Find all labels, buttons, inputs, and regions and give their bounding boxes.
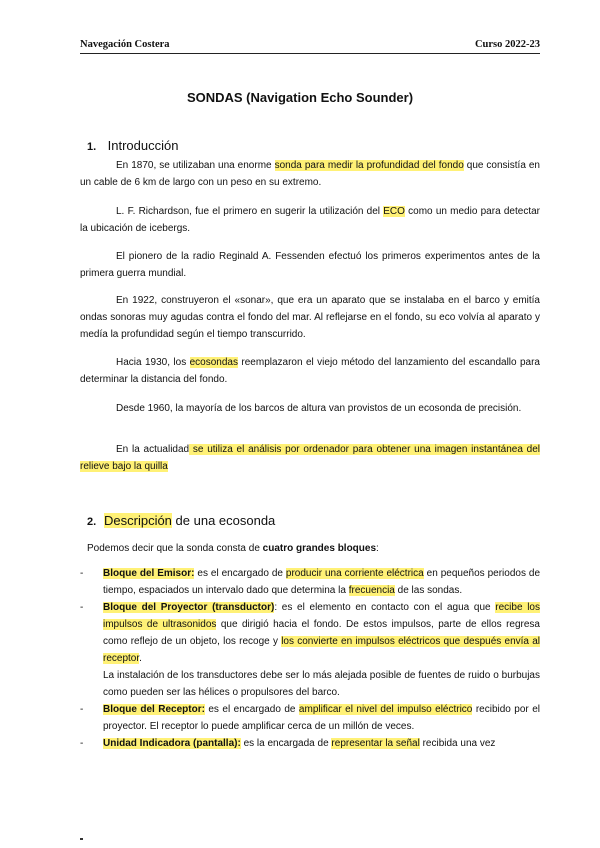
text-span: es el encargado de (194, 568, 286, 579)
highlight: amplificar el nivel del impulso eléctrico (298, 704, 473, 715)
highlight: ECO (383, 206, 405, 217)
text-span: reemplazaron el viejo método del lanzamiento del escandallo para determinar la distancia del fondo. (80, 357, 540, 385)
intro-paragraph-actualidad (80, 441, 540, 475)
header-course-name: Navegación Costera (80, 39, 170, 50)
list-dash: - (80, 602, 84, 613)
section-2-number: 2. (87, 516, 97, 528)
text-span: En 1922, construyeron el «sonar», que era un aparato que se instalaba en el barco y emitía ondas sonoras muy agudas contra el fondo del mar. Al reflejarse en el fondo, su eco volvía al aparato y medía la profundidad según el tiempo transcurrido. (80, 295, 540, 340)
text-span: : es el elemento en contacto con el agua que (274, 602, 496, 613)
intro-paragraph-fessenden (80, 248, 540, 282)
blocks-list (80, 565, 540, 752)
list-item-proyector (80, 599, 540, 701)
highlight: se utiliza el análisis por ordenador para obtener una imagen instantánea del relieve bajo la quilla (80, 444, 540, 472)
text-span: recibida una vez (419, 738, 496, 749)
text-span: En la actualidad (116, 444, 190, 455)
highlight: los convierte en impulsos eléctricos que después envía al receptor (103, 636, 540, 664)
header-course-year: Curso 2022-23 (474, 39, 540, 50)
list-item-receptor (80, 701, 540, 735)
highlight: producir una corriente eléctrica (285, 568, 424, 579)
text-span: Desde 1960, la mayoría de los barcos de altura van provistos de un ecosonda de precisión. (116, 403, 522, 414)
section-2-title-highlight: Descripción (104, 513, 172, 528)
item-label-text: Bloque del Proyector (transductor) (103, 602, 275, 613)
document-title: SONDAS (Navigation Echo Sounder) (186, 90, 414, 105)
highlight: ecosondas (189, 357, 238, 368)
text-span: como un medio para detectar la ubicación de icebergs. (80, 206, 540, 234)
text-span: El pionero de la radio Reginald A. Fessenden efectuó los primeros experimentos antes de la primera guerra mundial. (80, 251, 540, 279)
section-1-number: 1. (87, 141, 97, 153)
item-label (103, 738, 241, 749)
text-span: recibido por el proyector. El receptor lo puede amplificar cerca de un millón de veces. (103, 704, 540, 732)
bold-text: cuatro grandes bloques (262, 543, 377, 554)
text-span: Hacia 1930, los (116, 357, 190, 368)
item-label-text: Bloque del Receptor: (103, 704, 205, 715)
item-label-text: Unidad Indicadora (pantalla): (103, 738, 241, 749)
section-2-intro (87, 540, 547, 557)
section-2-title-rest: de una ecosonda (171, 513, 276, 528)
text-span: En 1870, se utilizaban una enorme (116, 160, 275, 171)
section-1-title: Introducción (107, 138, 179, 153)
text-span: que dirigió hacia el fondo. De estos impulsos, parte de ellos regresa como reflejo de un objeto, los recoge y (103, 619, 540, 647)
intro-paragraph-1930 (80, 354, 540, 388)
list-dash: - (80, 738, 84, 749)
text-span: que consistía en un cable de 6 km de largo con un peso en su extremo. (80, 160, 540, 188)
text-span: es la encargada de (240, 738, 332, 749)
list-dash: - (80, 704, 84, 715)
intro-paragraph-1870 (80, 157, 540, 191)
list-item-indicadora (80, 735, 540, 752)
section-1-heading (87, 138, 178, 153)
text-span: Podemos decir que la sonda consta de (87, 543, 263, 554)
item-label (103, 704, 205, 715)
list-dash: - (80, 568, 84, 579)
text-span: es el encargado de (204, 704, 299, 715)
item-label (103, 602, 274, 613)
text-span: : (376, 543, 379, 554)
intro-paragraph-richardson (80, 203, 540, 237)
item-label (103, 568, 194, 579)
item-label-text: Bloque del Emisor: (103, 568, 195, 579)
text-span: . (139, 653, 142, 664)
highlight: recibe los impulsos de ultrasonidos (103, 602, 540, 630)
transducer-note: La instalación de los transductores debe ser lo más alejada posible de fuentes de ruido o burbujas como pueden ser las hélices o propulsores del barco. (103, 670, 540, 698)
intro-paragraph-1960 (80, 400, 540, 417)
page-footer-mark (80, 838, 83, 840)
page-header (80, 39, 540, 53)
text-span: en pequeños periodos de tiempo, espaciados un intervalo dado que determina la (103, 568, 541, 596)
text-span: de las sondas. (394, 585, 463, 596)
intro-paragraph-sonar (80, 292, 540, 343)
highlight: representar la señal (331, 738, 420, 749)
text-span: L. F. Richardson, fue el primero en sugerir la utilización del (116, 206, 384, 217)
highlight: sonda para medir la profundidad del fondo (274, 160, 464, 171)
section-2-heading (87, 513, 275, 528)
list-item-emisor (80, 565, 540, 599)
header-rule (80, 53, 540, 54)
highlight: frecuencia (348, 585, 395, 596)
